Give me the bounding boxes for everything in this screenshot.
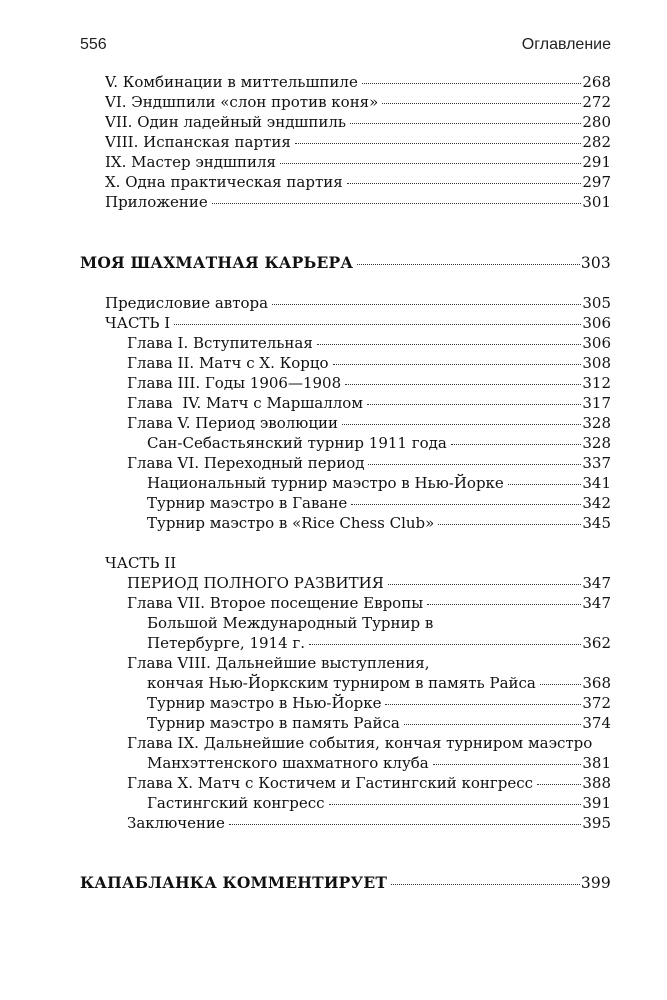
leader-dots	[404, 723, 582, 725]
toc-entry	[147, 673, 611, 693]
leader-dots	[272, 303, 581, 305]
leader-dots	[329, 803, 582, 805]
toc-entry	[127, 353, 611, 373]
toc-entry-page: 368	[582, 674, 611, 692]
toc-entry-title-line1: Глава VIII. Дальнейшие выступления,	[127, 654, 430, 672]
leader-dots	[382, 102, 581, 104]
leader-dots	[540, 683, 582, 685]
toc-entry-title: ЧАСТЬ I	[105, 314, 171, 332]
toc-entry	[127, 333, 611, 353]
toc-entry-title: Турнир маэстро в Гаване	[147, 494, 348, 512]
toc-entry-title: Глава IV. Матч с Маршаллом	[127, 394, 364, 412]
leader-dots	[451, 443, 582, 445]
leader-dots	[367, 403, 581, 405]
toc-entry	[147, 493, 611, 513]
toc-entry-title: Сан-Себастьянский турнир 1911 года	[147, 434, 447, 452]
toc-entry-title: Глава V. Период эволюции	[127, 414, 339, 432]
toc-entry-title: X. Одна практическая партия	[105, 173, 343, 191]
toc-entry	[105, 132, 611, 152]
toc-entry-title: Национальный турнир маэстро в Нью-Йорке	[147, 474, 504, 492]
toc-entry	[105, 72, 611, 92]
section-heading-page: 399	[580, 874, 611, 892]
toc-entry-page: 388	[582, 774, 611, 792]
toc-entry	[147, 693, 611, 713]
toc-entry-page: 391	[582, 794, 611, 812]
leader-dots	[433, 763, 582, 765]
leader-dots	[438, 523, 581, 525]
toc-entry-page: 308	[582, 354, 611, 372]
toc-entry-page: 297	[582, 173, 611, 191]
toc-entry	[127, 573, 611, 593]
toc-entry-title: ПЕРИОД ПОЛНОГО РАЗВИТИЯ	[127, 574, 384, 592]
toc-entry-title: Глава X. Матч с Костичем и Гастингский конгресс	[127, 774, 534, 792]
toc-entry	[127, 373, 611, 393]
toc-entry-title: VI. Эндшпили «слон против коня»	[105, 93, 379, 111]
toc-entry-title: Турнир маэстро в «Rice Chess Club»	[147, 514, 435, 532]
toc-entry-title: IX. Мастер эндшпиля	[105, 153, 276, 171]
toc-entry-title: Гастингский конгресс	[147, 794, 325, 812]
toc-entry	[147, 633, 611, 653]
toc-entry	[127, 773, 611, 793]
leader-dots	[362, 82, 582, 84]
leader-dots	[350, 122, 581, 124]
toc-entry	[147, 793, 611, 813]
toc-entry	[105, 172, 611, 192]
toc-entry-title: Турнир маэстро в Нью-Йорке	[147, 694, 382, 712]
leader-dots	[280, 162, 581, 164]
toc-entry-page: 345	[582, 514, 611, 532]
toc-entry	[105, 152, 611, 172]
toc-entry-title: Петербурге, 1914 г.	[147, 634, 306, 652]
toc-entry-title: VIII. Испанская партия	[105, 133, 291, 151]
toc-entry-page: 337	[582, 454, 611, 472]
leader-dots	[342, 423, 581, 425]
toc-entry	[105, 313, 611, 333]
toc-entry-page: 342	[582, 494, 611, 512]
leader-dots	[317, 343, 582, 345]
leader-dots	[357, 263, 580, 265]
toc-entry	[127, 453, 611, 473]
leader-dots	[309, 643, 581, 645]
toc-entry-page: 268	[582, 73, 611, 91]
toc-entry-title: Глава VI. Переходный период	[127, 454, 365, 472]
leader-dots	[347, 182, 582, 184]
toc-entry	[105, 293, 611, 313]
leader-dots	[368, 463, 581, 465]
toc-entry-page: 272	[582, 93, 611, 111]
running-header: Оглавление	[521, 36, 611, 53]
toc-entry	[147, 713, 611, 733]
toc-entry	[147, 753, 611, 773]
toc-entry-title-line1: Глава IX. Дальнейшие события, кончая турниром маэстро	[127, 734, 593, 752]
toc-entry-page: 372	[582, 694, 611, 712]
toc-entry	[105, 92, 611, 112]
leader-dots	[295, 142, 582, 144]
toc-entry-title: VII. Один ладейный эндшпиль	[105, 113, 347, 131]
leader-dots	[391, 883, 580, 885]
toc-entry	[127, 413, 611, 433]
toc-entry-page: 347	[582, 594, 611, 612]
leader-dots	[351, 503, 581, 505]
toc-entry	[127, 393, 611, 413]
section-heading	[80, 253, 611, 273]
leader-dots	[385, 703, 581, 705]
leader-dots	[345, 383, 581, 385]
toc-entry-page: 395	[582, 814, 611, 832]
toc-entry-page: 347	[582, 574, 611, 592]
toc-entry	[127, 593, 611, 613]
toc-entry-title: Глава VII. Второе посещение Европы	[127, 594, 424, 612]
toc-entry	[147, 473, 611, 493]
toc-entry-page: 312	[582, 374, 611, 392]
leader-dots	[212, 202, 582, 204]
toc-entry-page: 374	[582, 714, 611, 732]
toc-entry-page: 305	[582, 294, 611, 312]
toc-entry-page: 328	[582, 434, 611, 452]
toc-entry-title: кончая Нью-Йоркским турниром в память Райса	[147, 674, 536, 692]
toc-entry-page: 301	[582, 193, 611, 211]
toc-entry-title: Манхэттенского шахматного клуба	[147, 754, 429, 772]
toc-entry-title: V. Комбинации в миттельшпиле	[105, 73, 358, 91]
toc-entry	[127, 813, 611, 833]
section-heading-title: КАПАБЛАНКА КОММЕНТИРУЕТ	[80, 873, 388, 892]
leader-dots	[174, 323, 581, 325]
toc-entry	[147, 513, 611, 533]
leader-dots	[508, 483, 582, 485]
toc-entry-title: Турнир маэстро в память Райса	[147, 714, 400, 732]
section-heading-title: МОЯ ШАХМАТНАЯ КАРЬЕРА	[80, 253, 354, 272]
toc-entry	[105, 192, 611, 212]
page-number: 556	[80, 36, 107, 53]
toc-entry-page: 280	[582, 113, 611, 131]
toc-entry-page: 282	[582, 133, 611, 151]
leader-dots	[333, 363, 582, 365]
toc-entry-title-line1: Большой Международный Турнир в	[147, 614, 434, 632]
section-heading-page: 303	[580, 254, 611, 272]
toc-entry-page: 306	[582, 314, 611, 332]
toc-entry-page: 341	[582, 474, 611, 492]
toc-entry-title: Заключение	[127, 814, 225, 832]
toc-entry-title: Глава III. Годы 1906—1908	[127, 374, 342, 392]
leader-dots	[229, 823, 581, 825]
toc-entry-title: Предисловие автора	[105, 294, 269, 312]
toc-entry-page: 328	[582, 414, 611, 432]
toc-entry-title: Приложение	[105, 193, 208, 211]
toc-entry-title: Глава II. Матч с Х. Корцо	[127, 354, 329, 372]
toc-entry-title: Глава I. Вступительная	[127, 334, 313, 352]
toc-entry	[147, 433, 611, 453]
section-heading	[80, 873, 611, 893]
toc-entry-page: 381	[582, 754, 611, 772]
toc-entry-page: 317	[582, 394, 611, 412]
toc-entry-page: 291	[582, 153, 611, 171]
toc-entry-page: 306	[582, 334, 611, 352]
toc-entry	[105, 112, 611, 132]
leader-dots	[537, 783, 581, 785]
leader-dots	[388, 583, 582, 585]
leader-dots	[427, 603, 581, 605]
part-label: ЧАСТЬ II	[105, 554, 177, 572]
toc-entry-page: 362	[582, 634, 611, 652]
